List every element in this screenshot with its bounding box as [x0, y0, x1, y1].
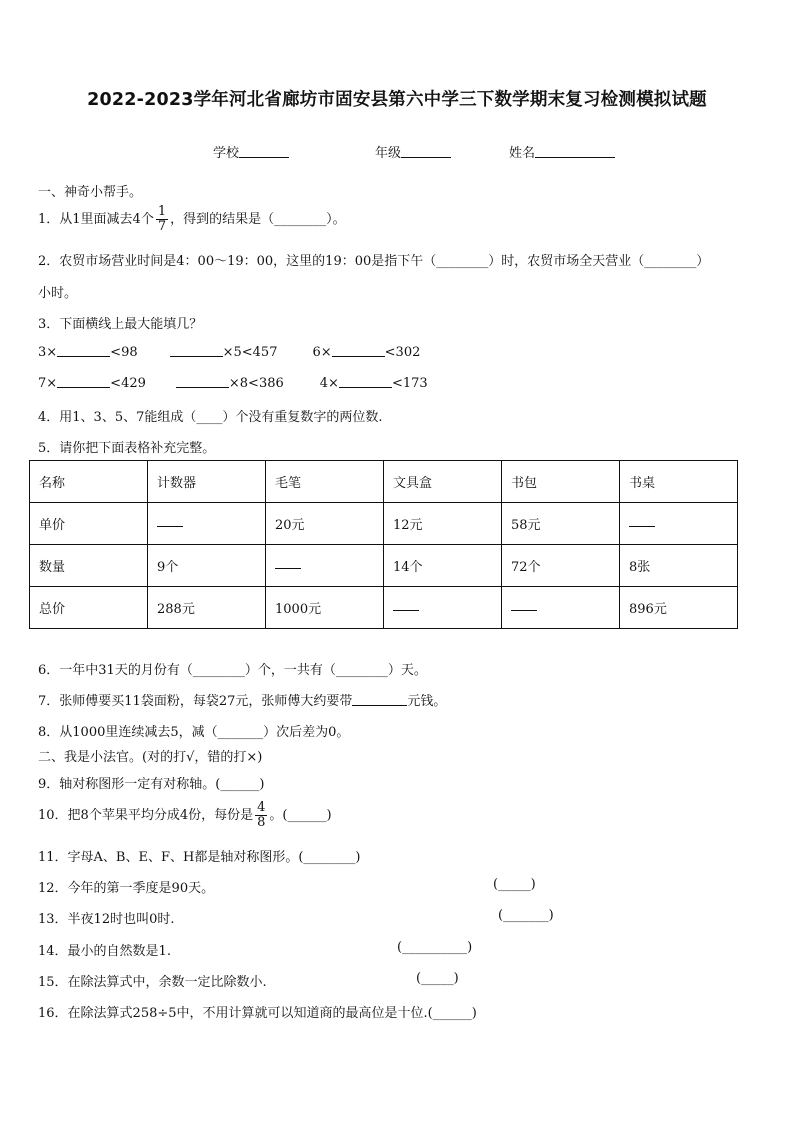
answer-blank[interactable]	[157, 516, 183, 527]
question-11: 11．字母A、B、E、F、H都是轴对称图形。(________)	[38, 850, 361, 865]
question-14: 14．最小的自然数是1.	[38, 944, 171, 959]
question-3-row-1	[38, 344, 420, 360]
table-cell: 58元	[502, 503, 620, 545]
school-label: 学校	[213, 146, 240, 161]
q3-r2-a-blank[interactable]	[57, 375, 110, 388]
table-cell: 文具盒	[384, 461, 502, 503]
table-cell: 20元	[266, 503, 384, 545]
question-13: 13．半夜12时也叫0时.	[38, 912, 175, 927]
q7-text-before: 7．张师傅要买11袋面粉，每袋27元，张师傅大约要带	[38, 694, 353, 709]
school-blank[interactable]	[239, 145, 289, 158]
table-cell: 总价	[30, 587, 148, 629]
q10-text-before: 10．把8个苹果平均分成4份，每份是	[38, 808, 254, 823]
q7-blank[interactable]	[352, 693, 407, 706]
q1-fraction	[156, 205, 168, 234]
table-cell-blank[interactable]	[384, 587, 502, 629]
question-3: 3．下面横线上最大能填几？	[38, 317, 203, 332]
q3-r1-a-post: <98	[110, 345, 138, 360]
question-12: 12．今年的第一季度是90天。	[38, 881, 215, 896]
table-cell-blank[interactable]	[620, 503, 738, 545]
q10-fraction	[255, 801, 267, 830]
table-cell-blank[interactable]	[502, 587, 620, 629]
q3-r1-a-pre: 3×	[38, 345, 58, 360]
q3-r2-c-blank[interactable]	[339, 375, 392, 388]
table-cell: 12元	[384, 503, 502, 545]
q3-r2-a-pre: 7×	[38, 376, 58, 391]
question-10	[38, 801, 332, 830]
table-cell: 288元	[148, 587, 266, 629]
table-cell: 计数器	[148, 461, 266, 503]
table-cell: 896元	[620, 587, 738, 629]
q10-text-after: 。(______)	[269, 808, 332, 823]
name-label: 姓名	[509, 146, 536, 161]
q1-text-after: ，得到的结果是（________）。	[170, 212, 346, 227]
q3-r1-c-blank[interactable]	[332, 344, 385, 357]
q3-r1-b-post: ×5<457	[222, 345, 278, 360]
table-cell: 名称	[30, 461, 148, 503]
table-cell: 单价	[30, 503, 148, 545]
question-1	[38, 205, 346, 234]
q1-fraction-denominator: 7	[157, 219, 167, 234]
question-2: 2．农贸市场营业时间是4：00～19：00，这里的19：00是指下午（________）时，农贸市场全天营业（________）	[38, 254, 710, 269]
answer-blank[interactable]	[511, 600, 537, 611]
q1-text-before: 1．从1里面减去4个	[38, 212, 154, 227]
name-field	[509, 142, 615, 161]
name-blank[interactable]	[535, 145, 615, 158]
grade-blank[interactable]	[401, 145, 451, 158]
table-cell: 8张	[620, 545, 738, 587]
table-cell: 9个	[148, 545, 266, 587]
answer-blank[interactable]	[275, 558, 301, 569]
table-cell: 毛笔	[266, 461, 384, 503]
table-cell: 72个	[502, 545, 620, 587]
q3-r1-b-blank[interactable]	[170, 344, 223, 357]
table-row	[30, 545, 738, 587]
q13-answer-blank[interactable]: (_______)	[498, 908, 554, 923]
question-8: 8．从1000里连续减去5，减（_______）次后差为0。	[38, 725, 350, 740]
q3-r2-c-post: <173	[391, 376, 428, 391]
table-cell-blank[interactable]	[148, 503, 266, 545]
question-3-row-2	[38, 375, 428, 391]
q3-r1-c-pre: 6×	[312, 345, 332, 360]
q14-answer-blank[interactable]: (__________)	[397, 940, 473, 955]
price-table	[29, 460, 738, 629]
table-row	[30, 503, 738, 545]
q10-fraction-numerator: 4	[257, 800, 266, 815]
question-2-continuation: 小时。	[38, 286, 78, 301]
section-1-heading: 一、神奇小帮手。	[38, 185, 143, 200]
table-cell-blank[interactable]	[266, 545, 384, 587]
grade-label: 年级	[375, 146, 402, 161]
q1-fraction-numerator: 1	[157, 204, 167, 219]
table-row	[30, 587, 738, 629]
answer-blank[interactable]	[393, 600, 419, 611]
q12-answer-blank[interactable]: (_____)	[493, 877, 536, 892]
q7-text-after: 元钱。	[407, 694, 447, 709]
grade-field	[375, 142, 451, 161]
question-9: 9．轴对称图形一定有对称轴。(______)	[38, 777, 265, 792]
question-6: 6．一年中31天的月份有（________）个，一共有（________）天。	[38, 663, 427, 678]
q10-fraction-denominator: 8	[257, 815, 266, 830]
section-2-heading: 二、我是小法官。(对的打√，错的打×)	[38, 750, 263, 765]
answer-blank[interactable]	[629, 516, 655, 527]
q3-r1-a-blank[interactable]	[57, 344, 110, 357]
table-cell: 1000元	[266, 587, 384, 629]
table-cell: 数量	[30, 545, 148, 587]
table-cell: 书桌	[620, 461, 738, 503]
q15-answer-blank[interactable]: (_____)	[416, 971, 459, 986]
table-row	[30, 461, 738, 503]
question-7	[38, 690, 446, 709]
table-cell: 14个	[384, 545, 502, 587]
school-field	[213, 142, 289, 161]
page-title: 2022-2023学年河北省廊坊市固安县第六中学三下数学期末复习检测模拟试题	[87, 90, 707, 110]
question-4: 4．用1、3、5、7能组成（____）个没有重复数字的两位数.	[38, 410, 383, 425]
q3-r2-c-pre: 4×	[319, 376, 339, 391]
question-16: 16．在除法算式258÷5中，不用计算就可以知道商的最高位是十位.(______)	[38, 1006, 477, 1021]
q3-r2-b-blank[interactable]	[176, 375, 229, 388]
question-5: 5．请你把下面表格补充完整。	[38, 441, 216, 456]
q3-r2-a-post: <429	[110, 376, 146, 391]
q3-r1-c-post: <302	[384, 345, 421, 360]
q3-r2-b-post: ×8<386	[228, 376, 284, 391]
table-cell: 书包	[502, 461, 620, 503]
question-15: 15．在除法算式中，余数一定比除数小.	[38, 975, 267, 990]
